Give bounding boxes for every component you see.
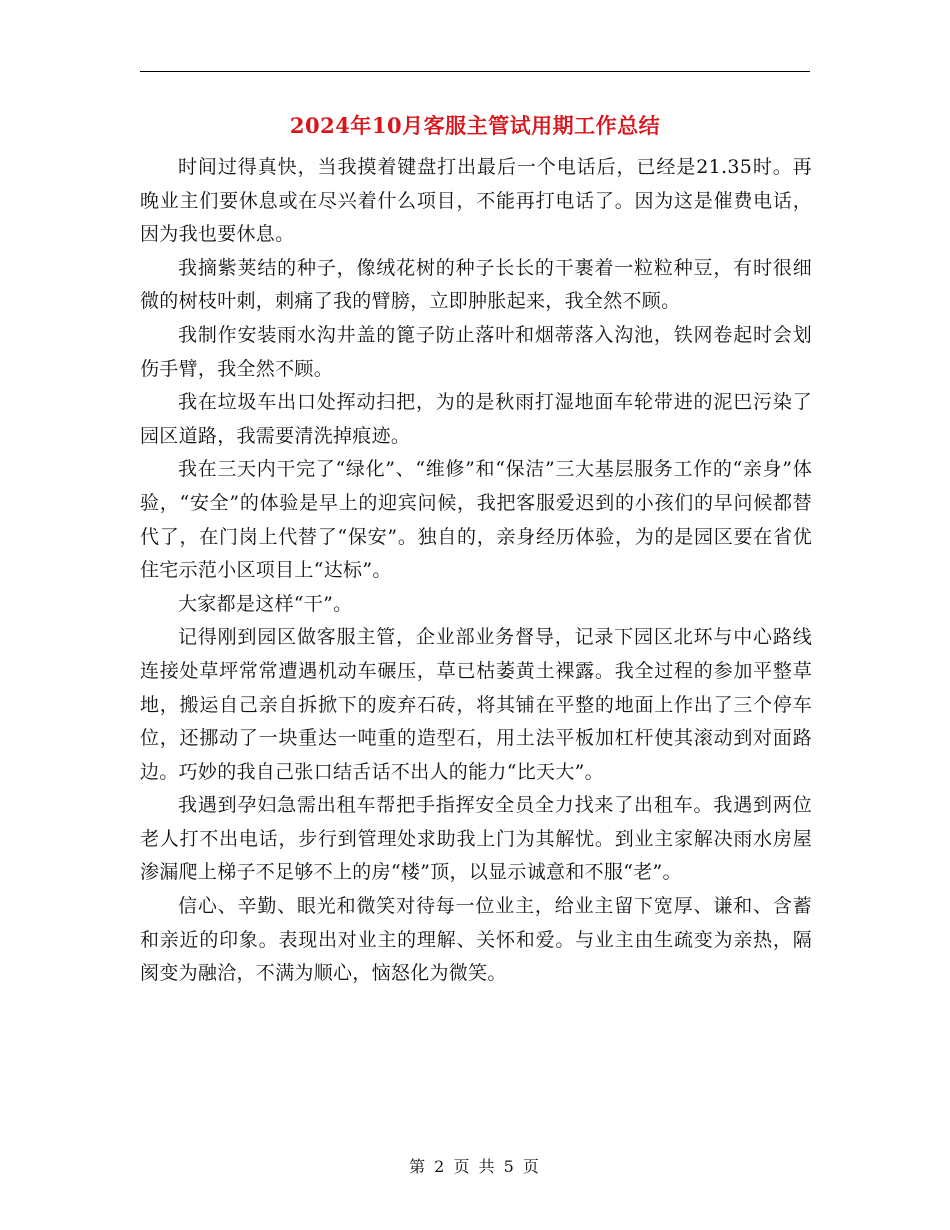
paragraph-9: 信心、辛勤、眼光和微笑对待每一位业主，给业主留下宽厚、谦和、含蓄和亲近的印象。表现出对业主的理解、关怀和爱。与业主由生疏变为亲热，隔阂变为融洽，不满为顺心，恼怒化为微笑。 — [140, 895, 812, 985]
paragraph-5: 我在三天内干完了“绿化”、“维修”和“保洁”三大基层服务工作的“亲身”体验，“安全”的体验是早上的迎宾问候，我把客服爱迟到的小孩们的早问候都替代了，在门岗上代替了“保安”。独自的，亲身经历体验，为的是园区要在省优住宅示范小区项目上“达标”。 — [140, 458, 812, 582]
document-body — [140, 151, 812, 991]
paragraph-6: 大家都是这样“干”。 — [178, 592, 353, 615]
paragraph-4: 我在垃圾车出口处挥动扫把，为的是秋雨打湿地面车轮带进的泥巴污染了园区道路，我需要清洗掉痕迹。 — [140, 391, 812, 447]
paragraph-1: 时间过得真快，当我摸着键盘打出最后一个电话后，已经是21.35时。再晚业主们要休息或在尽兴着什么项目，不能再打电话了。因为这是催费电话，因为我也要休息。 — [140, 156, 812, 246]
document-title: 2024年10月客服主管试用期工作总结 — [289, 113, 661, 138]
header-rule — [140, 71, 810, 72]
paragraph-2: 我摘紫荚结的种子，像绒花树的种子长长的干裹着一粒粒种豆，有时很细微的树枝叶刺，刺痛了我的臂膀，立即肿胀起来，我全然不顾。 — [140, 256, 812, 313]
paragraph-8: 我遇到孕妇急需出租车帮把手指挥安全员全力找来了出租车。我遇到两位老人打不出电话，步行到管理处求助我上门为其解忧。到业主家解决雨水房屋渗漏爬上梯子不足够不上的房“楼”顶，以显示诚意和不服“老”。 — [140, 794, 812, 884]
paragraph-3: 我制作安装雨水沟井盖的篦子防止落叶和烟蒂落入沟池，铁网卷起时会划伤手臂，我全然不顾。 — [140, 323, 812, 380]
paragraph-7: 记得刚到园区做客服主管，企业部业务督导，记录下园区北环与中心路线连接处草坪常常遭遇机动车碾压，草已枯萎黄土裸露。我全过程的参加平整草地，搬运自己亲自拆掀下的废弃石砖，将其铺在平整的地面上作出了三个停车位，还挪动了一块重达一吨重的造型石，用土法平板加杠杆使其滚动到对面路边。巧妙的我自己张口结舌话不出人的能力“比天大”。 — [140, 626, 812, 783]
page-number: 第 2 页 共 5 页 — [409, 1157, 541, 1176]
